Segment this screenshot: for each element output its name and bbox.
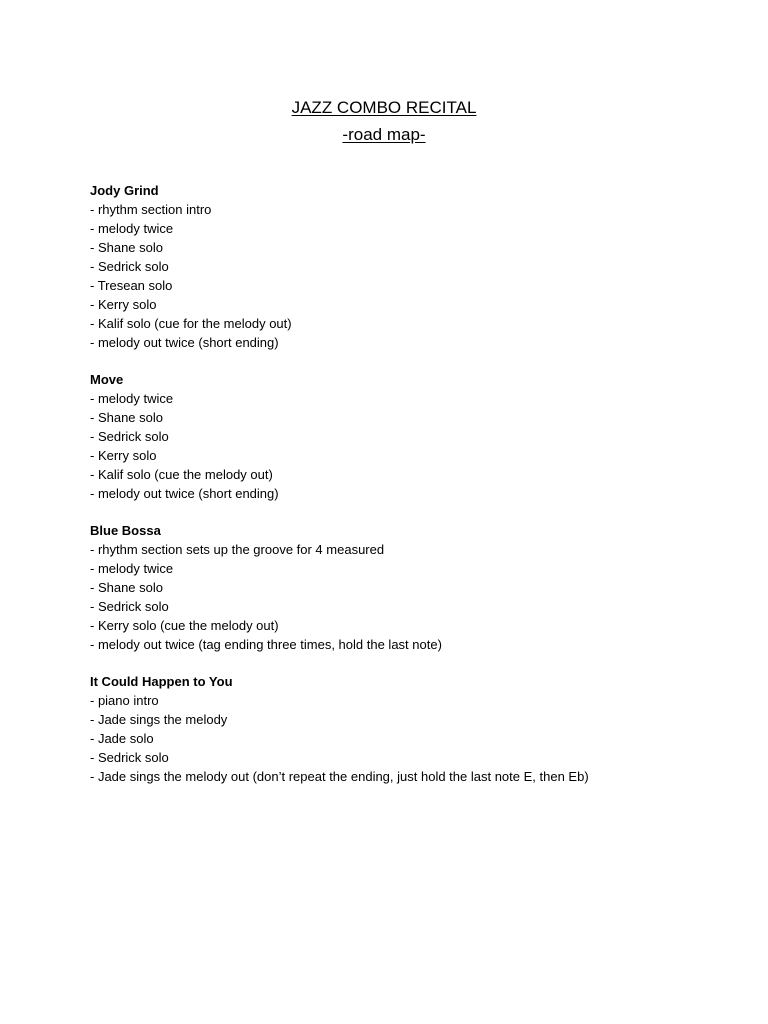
list-item: - Kerry solo [90, 297, 157, 312]
song-section-jody-grind [90, 181, 730, 352]
list-item: - Shane solo [90, 240, 163, 255]
song-section-move [90, 370, 730, 503]
title-block [0, 94, 768, 148]
song-title: It Could Happen to You [90, 674, 233, 689]
list-item: - Sedrick solo [90, 750, 169, 765]
document-title: JAZZ COMBO RECITAL [291, 98, 477, 117]
list-item: - Shane solo [90, 410, 163, 425]
list-item: - melody twice [90, 391, 174, 406]
song-section-blue-bossa [90, 521, 730, 654]
road-map-content [90, 181, 730, 804]
list-item: - rhythm section sets up the groove for 4 measured [90, 542, 385, 557]
list-item: - melody twice [90, 221, 174, 236]
song-section-it-could-happen-to-you [90, 672, 730, 786]
list-item: - piano intro [90, 693, 159, 708]
song-title: Move [90, 372, 124, 387]
list-item: - Kalif solo (cue the melody out) [90, 467, 273, 482]
list-item: - Shane solo [90, 580, 163, 595]
list-item: - Kerry solo [90, 448, 157, 463]
list-item: - melody out twice (tag ending three times, hold the last note) [90, 637, 442, 652]
list-item: - Sedrick solo [90, 429, 169, 444]
list-item: - melody out twice (short ending) [90, 335, 279, 350]
list-item: - melody twice [90, 561, 174, 576]
list-item: - Tresean solo [90, 278, 173, 293]
list-item: - Jade sings the melody out (don’t repeat the ending, just hold the last note E, then Eb) [90, 769, 589, 784]
list-item: - Jade sings the melody [90, 712, 228, 727]
song-title: Jody Grind [90, 183, 159, 198]
list-item: - melody out twice (short ending) [90, 486, 279, 501]
document-subtitle: -road map- [342, 125, 426, 144]
list-item: - Jade solo [90, 731, 154, 746]
list-item: - Kerry solo (cue the melody out) [90, 618, 279, 633]
list-item: - Sedrick solo [90, 599, 169, 614]
song-title: Blue Bossa [90, 523, 161, 538]
list-item: - Kalif solo (cue for the melody out) [90, 316, 292, 331]
list-item: - Sedrick solo [90, 259, 169, 274]
list-item: - rhythm section intro [90, 202, 212, 217]
